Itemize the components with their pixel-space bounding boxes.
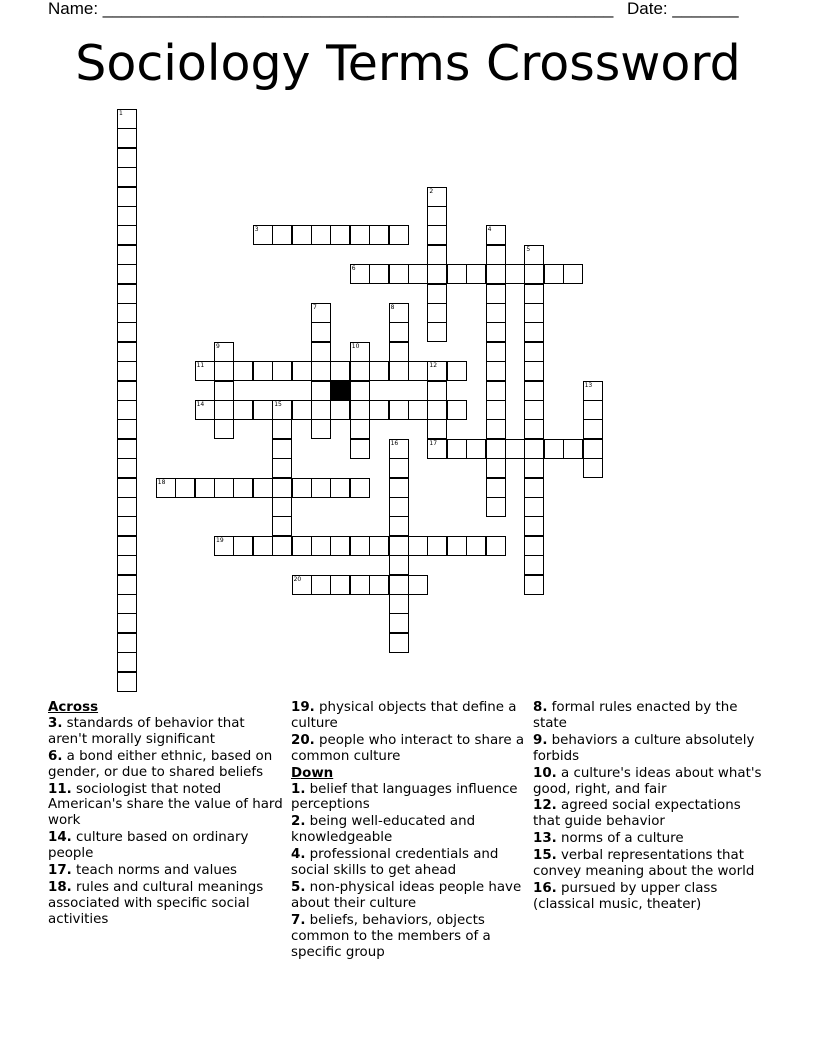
clue-num: 7. <box>291 912 306 928</box>
grid-cell[interactable] <box>272 497 292 517</box>
down-clue <box>533 798 768 830</box>
clue-text: verbal representations that convey meaning about the world <box>533 848 755 880</box>
grid-cell[interactable] <box>117 187 137 207</box>
grid-cell[interactable] <box>524 516 544 536</box>
grid-cell[interactable] <box>195 361 215 381</box>
grid-cell[interactable] <box>389 264 409 284</box>
grid-cell[interactable] <box>369 361 389 381</box>
grid-cell[interactable] <box>408 536 428 556</box>
clue-number: 15 <box>274 401 282 408</box>
grid-cell[interactable] <box>524 536 544 556</box>
grid-cell[interactable] <box>447 361 467 381</box>
grid-cell[interactable] <box>117 672 137 692</box>
across-clue <box>48 830 283 862</box>
grid-cell[interactable] <box>292 225 312 245</box>
clue-num: 17. <box>48 863 72 879</box>
down-clue <box>533 881 768 913</box>
black-square <box>330 381 350 401</box>
clue-num: 15. <box>533 848 557 864</box>
clue-text: physical objects that define a culture <box>291 700 517 731</box>
grid-cell[interactable] <box>272 478 292 498</box>
grid-cell[interactable] <box>486 419 506 439</box>
clue-number: 5 <box>526 245 531 253</box>
clue-text: belief that languages influence perceptions <box>291 781 518 813</box>
grid-cell[interactable] <box>369 575 389 595</box>
grid-cell[interactable] <box>253 225 273 245</box>
clue-num: 11. <box>48 781 72 797</box>
grid-cell[interactable] <box>117 381 137 401</box>
grid-cell[interactable] <box>486 381 506 401</box>
grid-cell[interactable] <box>583 439 603 459</box>
clue-number: 2 <box>429 187 434 195</box>
grid-cell[interactable] <box>389 361 409 381</box>
grid-cell[interactable] <box>427 536 447 556</box>
grid-cell[interactable] <box>408 400 428 420</box>
clue-num: 1. <box>291 781 306 797</box>
grid-cell[interactable] <box>117 516 137 536</box>
grid-cell[interactable] <box>350 536 370 556</box>
clue-text: beliefs, behaviors, objects common to the members of a specific group <box>291 912 491 960</box>
grid-cell[interactable] <box>427 400 447 420</box>
down-clue <box>291 913 526 961</box>
grid-cell[interactable] <box>117 322 137 342</box>
clue-num: 10. <box>533 765 557 781</box>
grid-cell[interactable] <box>350 381 370 401</box>
grid-cell[interactable] <box>466 439 486 459</box>
name-field[interactable]: Name: ______________________________________________________ <box>48 0 614 18</box>
across-clue <box>48 782 283 830</box>
grid-cell[interactable] <box>389 575 409 595</box>
clue-text: standards of behavior that aren't morally significant <box>48 715 245 747</box>
grid-cell[interactable] <box>117 245 137 265</box>
grid-cell[interactable] <box>486 497 506 517</box>
grid-cell[interactable] <box>117 439 137 459</box>
grid-cell[interactable] <box>524 264 544 284</box>
grid-cell[interactable] <box>486 225 506 245</box>
grid-cell[interactable] <box>369 536 389 556</box>
grid-cell[interactable] <box>427 284 447 304</box>
across-heading: Across <box>48 700 99 715</box>
grid-cell[interactable] <box>524 555 544 575</box>
down-clue <box>533 848 768 880</box>
grid-cell[interactable] <box>524 342 544 362</box>
grid-cell[interactable] <box>486 322 506 342</box>
grid-cell[interactable] <box>117 633 137 653</box>
grid-cell[interactable] <box>350 361 370 381</box>
grid-cell[interactable] <box>330 225 350 245</box>
grid-cell[interactable] <box>524 439 544 459</box>
grid-cell[interactable] <box>408 264 428 284</box>
grid-cell[interactable] <box>311 400 331 420</box>
grid-cell[interactable] <box>350 264 370 284</box>
grid-cell[interactable] <box>408 575 428 595</box>
down-clue <box>533 831 768 847</box>
grid-cell[interactable] <box>524 381 544 401</box>
grid-cell[interactable] <box>524 458 544 478</box>
grid-cell[interactable] <box>214 419 234 439</box>
grid-cell[interactable] <box>233 478 253 498</box>
clue-num: 16. <box>533 880 557 896</box>
grid-cell[interactable] <box>524 575 544 595</box>
grid-cell[interactable] <box>117 264 137 284</box>
grid-cell[interactable] <box>505 264 525 284</box>
clue-text: non-physical ideas people have about their culture <box>291 879 522 911</box>
grid-cell[interactable] <box>583 419 603 439</box>
grid-cell[interactable] <box>117 206 137 226</box>
grid-cell[interactable] <box>117 594 137 614</box>
grid-cell[interactable] <box>505 439 525 459</box>
clue-text: a culture's ideas about what's good, right, and fair <box>533 765 762 797</box>
clue-number: 17 <box>429 439 438 447</box>
grid-cell[interactable] <box>486 536 506 556</box>
clue-num: 14. <box>48 830 72 846</box>
clue-number: 19 <box>216 536 224 544</box>
clue-text: a bond either ethnic, based on gender, or due to shared beliefs <box>48 748 273 780</box>
grid-cell[interactable] <box>427 303 447 323</box>
clue-number: 7 <box>313 304 317 311</box>
grid-cell[interactable] <box>292 536 312 556</box>
page-title: Sociology Terms Crossword <box>75 35 741 92</box>
grid-cell[interactable] <box>486 400 506 420</box>
grid-cell[interactable] <box>447 439 467 459</box>
grid-cell[interactable] <box>272 400 292 420</box>
grid-cell[interactable] <box>253 400 273 420</box>
clue-number: 11 <box>196 362 205 370</box>
grid-cell[interactable] <box>350 439 370 459</box>
grid-cell[interactable] <box>330 361 350 381</box>
grid-cell[interactable] <box>117 555 137 575</box>
grid-cell[interactable] <box>583 381 603 401</box>
clue-number: 8 <box>390 304 395 311</box>
grid-cell[interactable] <box>544 439 564 459</box>
grid-cell[interactable] <box>292 478 312 498</box>
grid-cell[interactable] <box>117 303 137 323</box>
grid-cell[interactable] <box>233 361 253 381</box>
down-clue <box>533 766 768 798</box>
grid-cell[interactable] <box>117 419 137 439</box>
grid-cell[interactable] <box>466 264 486 284</box>
down-clue <box>533 733 768 765</box>
clue-text: pursued by upper class (classical music, theater) <box>533 880 718 912</box>
grid-cell[interactable] <box>311 342 331 362</box>
grid-cell[interactable] <box>272 458 292 478</box>
grid-cell[interactable] <box>117 167 137 187</box>
grid-cell[interactable] <box>195 400 215 420</box>
clue-number: 18 <box>157 478 166 486</box>
clue-text: professional credentials and social skills to get ahead <box>291 847 499 879</box>
grid-cell[interactable] <box>117 284 137 304</box>
clue-num: 12. <box>533 798 557 814</box>
grid-cell[interactable] <box>311 303 331 323</box>
grid-cell[interactable] <box>117 536 137 556</box>
grid-cell[interactable] <box>486 245 506 265</box>
grid-cell[interactable] <box>427 245 447 265</box>
grid-cell[interactable] <box>389 497 409 517</box>
clue-text: culture based on ordinary people <box>48 830 249 862</box>
across-clue <box>291 700 526 732</box>
grid-cell[interactable] <box>524 497 544 517</box>
grid-cell[interactable] <box>369 264 389 284</box>
clues-column-3 <box>533 700 768 914</box>
grid-cell[interactable] <box>427 381 447 401</box>
grid-cell[interactable] <box>311 575 331 595</box>
grid-cell[interactable] <box>253 361 273 381</box>
clue-text: sociologist that noted American's share the value of hard work <box>48 781 283 829</box>
across-clue <box>48 863 283 879</box>
grid-cell[interactable] <box>389 594 409 614</box>
grid-cell[interactable] <box>524 303 544 323</box>
clue-number: 12 <box>429 362 438 370</box>
grid-cell[interactable] <box>389 400 409 420</box>
clue-number: 14 <box>196 401 205 408</box>
grid-cell[interactable] <box>253 536 273 556</box>
clue-num: 20. <box>291 732 315 748</box>
clue-number: 1 <box>119 110 123 117</box>
grid-cell[interactable] <box>427 187 447 207</box>
clue-num: 19. <box>291 700 315 715</box>
grid-cell[interactable] <box>233 536 253 556</box>
date-field[interactable]: Date: _______ <box>627 0 739 18</box>
clue-text: formal rules enacted by the state <box>533 700 738 731</box>
clue-num: 2. <box>291 814 306 830</box>
down-clue <box>533 700 768 732</box>
grid-cell[interactable] <box>272 361 292 381</box>
clue-number: 16 <box>390 439 399 447</box>
clue-text: being well-educated and knowledgeable <box>291 814 476 846</box>
grid-cell[interactable] <box>389 322 409 342</box>
grid-cell[interactable] <box>583 458 603 478</box>
grid-cell[interactable] <box>447 400 467 420</box>
clue-text: norms of a culture <box>561 831 684 847</box>
grid-cell[interactable] <box>311 322 331 342</box>
grid-cell[interactable] <box>350 478 370 498</box>
grid-cell[interactable] <box>350 342 370 362</box>
grid-cell[interactable] <box>486 478 506 498</box>
across-clue <box>48 749 283 781</box>
clue-text: behaviors a culture absolutely forbids <box>533 732 755 764</box>
grid-cell[interactable] <box>447 536 467 556</box>
clue-text: agreed social expectations that guide behavior <box>533 798 741 830</box>
grid-cell[interactable] <box>389 555 409 575</box>
grid-cell[interactable] <box>389 439 409 459</box>
grid-cell[interactable] <box>117 225 137 245</box>
grid-cell[interactable] <box>292 361 312 381</box>
grid-cell[interactable] <box>486 458 506 478</box>
down-clue <box>291 814 526 846</box>
clue-number: 3 <box>254 226 259 234</box>
grid-cell[interactable] <box>389 633 409 653</box>
grid-cell[interactable] <box>389 536 409 556</box>
clue-text: people who interact to share a common culture <box>291 732 525 764</box>
clue-num: 9. <box>533 732 548 748</box>
grid-cell[interactable] <box>389 478 409 498</box>
grid-cell[interactable] <box>389 458 409 478</box>
grid-cell[interactable] <box>117 652 137 672</box>
grid-cell[interactable] <box>272 439 292 459</box>
grid-cell[interactable] <box>583 400 603 420</box>
grid-cell[interactable] <box>427 419 447 439</box>
grid-cell[interactable] <box>330 478 350 498</box>
clues-column-2 <box>291 700 526 962</box>
grid-cell[interactable] <box>214 536 234 556</box>
grid-cell[interactable] <box>117 458 137 478</box>
grid-cell[interactable] <box>427 361 447 381</box>
grid-cell[interactable] <box>524 419 544 439</box>
grid-cell[interactable] <box>117 497 137 517</box>
grid-cell[interactable] <box>272 516 292 536</box>
grid-cell[interactable] <box>292 400 312 420</box>
grid-cell[interactable] <box>466 536 486 556</box>
clue-number: 10 <box>351 342 360 350</box>
grid-cell[interactable] <box>563 264 583 284</box>
grid-cell[interactable] <box>311 419 331 439</box>
grid-cell[interactable] <box>253 478 273 498</box>
across-clue <box>291 733 526 765</box>
grid-cell[interactable] <box>524 245 544 265</box>
grid-cell[interactable] <box>524 284 544 304</box>
clue-number: 13 <box>584 381 593 389</box>
grid-cell[interactable] <box>486 439 506 459</box>
grid-cell[interactable] <box>117 613 137 633</box>
clue-num: 4. <box>291 847 306 863</box>
grid-cell[interactable] <box>544 264 564 284</box>
grid-cell[interactable] <box>117 109 137 129</box>
clue-number: 4 <box>487 226 492 234</box>
grid-cell[interactable] <box>524 478 544 498</box>
grid-cell[interactable] <box>195 478 215 498</box>
grid-cell[interactable] <box>117 128 137 148</box>
grid-cell[interactable] <box>524 322 544 342</box>
grid-cell[interactable] <box>447 264 467 284</box>
grid-cell[interactable] <box>214 400 234 420</box>
grid-cell[interactable] <box>214 361 234 381</box>
grid-cell[interactable] <box>311 225 331 245</box>
grid-cell[interactable] <box>427 439 447 459</box>
grid-cell[interactable] <box>214 381 234 401</box>
grid-cell[interactable] <box>272 225 292 245</box>
grid-cell[interactable] <box>524 400 544 420</box>
grid-cell[interactable] <box>389 225 409 245</box>
grid-cell[interactable] <box>330 575 350 595</box>
grid-cell[interactable] <box>563 439 583 459</box>
grid-cell[interactable] <box>486 264 506 284</box>
grid-cell[interactable] <box>311 478 331 498</box>
grid-cell[interactable] <box>350 400 370 420</box>
grid-cell[interactable] <box>272 536 292 556</box>
grid-cell[interactable] <box>311 536 331 556</box>
grid-cell[interactable] <box>369 400 389 420</box>
grid-cell[interactable] <box>272 419 292 439</box>
grid-cell[interactable] <box>117 400 137 420</box>
grid-cell[interactable] <box>389 516 409 536</box>
grid-cell[interactable] <box>214 342 234 362</box>
down-heading: Down <box>291 765 334 781</box>
clue-number: 6 <box>351 265 356 273</box>
clue-text: rules and cultural meanings associated with specific social activities <box>48 879 264 927</box>
grid-cell[interactable] <box>117 575 137 595</box>
clue-num: 3. <box>48 715 63 731</box>
grid-cell[interactable] <box>330 536 350 556</box>
clue-num: 18. <box>48 879 72 895</box>
down-clue <box>291 880 526 912</box>
clue-num: 5. <box>291 879 306 895</box>
grid-cell[interactable] <box>117 342 137 362</box>
clue-number: 9 <box>216 342 220 350</box>
grid-cell[interactable] <box>233 400 253 420</box>
clue-num: 8. <box>533 700 548 715</box>
grid-cell[interactable] <box>486 303 506 323</box>
grid-cell[interactable] <box>389 342 409 362</box>
grid-cell[interactable] <box>350 225 370 245</box>
grid-cell[interactable] <box>311 361 331 381</box>
grid-cell[interactable] <box>350 575 370 595</box>
grid-cell[interactable] <box>427 322 447 342</box>
grid-cell[interactable] <box>369 225 389 245</box>
grid-cell[interactable] <box>486 342 506 362</box>
down-clue <box>291 782 526 814</box>
grid-cell[interactable] <box>175 478 195 498</box>
grid-cell[interactable] <box>292 575 312 595</box>
grid-cell[interactable] <box>389 303 409 323</box>
grid-cell[interactable] <box>389 613 409 633</box>
grid-cell[interactable] <box>427 206 447 226</box>
grid-cell[interactable] <box>311 381 331 401</box>
clue-text: teach norms and values <box>76 863 238 879</box>
grid-cell[interactable] <box>486 361 506 381</box>
grid-cell[interactable] <box>117 148 137 168</box>
grid-cell[interactable] <box>350 419 370 439</box>
clue-num: 6. <box>48 748 63 764</box>
clues-column-1 <box>48 700 283 929</box>
grid-cell[interactable] <box>524 361 544 381</box>
down-clue <box>291 847 526 879</box>
grid-cell[interactable] <box>117 361 137 381</box>
grid-cell[interactable] <box>427 225 447 245</box>
grid-cell[interactable] <box>156 478 176 498</box>
grid-cell[interactable] <box>408 361 428 381</box>
across-clue <box>48 716 283 748</box>
clue-number: 20 <box>293 575 302 583</box>
grid-cell[interactable] <box>427 264 447 284</box>
clue-num: 13. <box>533 831 557 847</box>
grid-cell[interactable] <box>214 478 234 498</box>
grid-cell[interactable] <box>117 478 137 498</box>
grid-cell[interactable] <box>330 400 350 420</box>
grid-cell[interactable] <box>486 284 506 304</box>
across-clue <box>48 880 283 928</box>
